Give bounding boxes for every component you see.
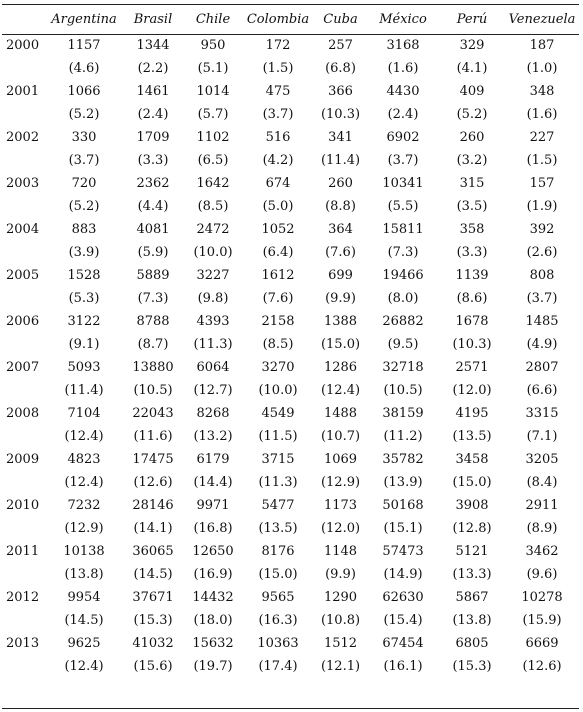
percent-cell: (10.3): [452, 336, 492, 352]
value-cell: 1286: [323, 359, 358, 375]
year-spacer-cell: [2, 102, 46, 126]
value-cell: 3458: [455, 451, 489, 467]
header-country: México: [379, 12, 427, 27]
percent-cell: (12.4): [64, 428, 104, 444]
percent-cell: (7.3): [137, 290, 169, 306]
value-cell: 22043: [132, 405, 174, 421]
percent-cell: (5.7): [197, 106, 229, 122]
value-cell: 17475: [132, 451, 174, 467]
value-cell: 5867: [455, 589, 489, 605]
table-row-percentages: [2, 194, 579, 218]
value-cell: 4430: [386, 83, 420, 99]
percent-cell: (12.0): [452, 382, 492, 398]
year-spacer-cell: [2, 56, 46, 80]
value-cell: 4081: [136, 221, 170, 237]
value-cell: 10341: [382, 175, 424, 191]
percent-cell: (10.8): [320, 612, 361, 628]
percent-cell: (12.8): [452, 520, 492, 536]
value-cell: 1488: [323, 405, 358, 421]
year-cell: 2012: [6, 589, 40, 605]
value-cell: 1148: [323, 543, 358, 559]
percent-cell: (15.3): [133, 612, 173, 628]
value-cell: 674: [265, 175, 291, 191]
table-row-values: [2, 264, 579, 286]
value-cell: 257: [328, 37, 353, 53]
value-cell: 5121: [455, 543, 489, 559]
percent-cell: (8.5): [262, 336, 294, 352]
value-cell: 3227: [196, 267, 230, 283]
value-cell: 1461: [136, 83, 170, 99]
value-cell: 2472: [196, 221, 230, 237]
value-cell: 12650: [192, 543, 234, 559]
percent-cell: (16.1): [383, 658, 423, 674]
percent-cell: (16.3): [258, 612, 298, 628]
header-country: Brasil: [133, 12, 173, 27]
value-cell: 227: [529, 129, 555, 145]
value-cell: 172: [265, 37, 291, 53]
percent-cell: (9.9): [325, 566, 356, 582]
value-cell: 32718: [382, 359, 424, 375]
percent-cell: (14.5): [133, 566, 173, 582]
value-cell: 883: [71, 221, 97, 237]
value-cell: 1528: [67, 267, 101, 283]
percent-cell: (1.9): [526, 198, 558, 214]
value-cell: 9971: [196, 497, 230, 513]
value-cell: 187: [529, 37, 555, 53]
value-cell: 8268: [196, 405, 230, 421]
value-cell: 15811: [382, 221, 424, 237]
percent-cell: (12.6): [522, 658, 562, 674]
percent-cell: (3.7): [68, 152, 100, 168]
value-cell: 1290: [323, 589, 358, 605]
percent-cell: (12.4): [64, 474, 104, 490]
percent-cell: (1.6): [387, 60, 419, 76]
percent-cell: (5.2): [456, 106, 488, 122]
percent-cell: (9.5): [387, 336, 419, 352]
value-cell: 1612: [261, 267, 295, 283]
value-cell: 3908: [455, 497, 489, 513]
year-spacer-cell: [2, 240, 46, 264]
percent-cell: (3.7): [262, 106, 294, 122]
percent-cell: (6.8): [325, 60, 356, 76]
percent-cell: (11.3): [193, 336, 233, 352]
value-cell: 5889: [136, 267, 170, 283]
value-cell: 6669: [525, 635, 559, 651]
percent-cell: (1.5): [526, 152, 558, 168]
percent-cell: (6.6): [526, 382, 558, 398]
value-cell: 19466: [382, 267, 424, 283]
percent-cell: (1.6): [526, 106, 558, 122]
percent-cell: (2.4): [137, 106, 169, 122]
value-cell: 2571: [455, 359, 489, 375]
percent-cell: (7.6): [262, 290, 294, 306]
percent-cell: (10.5): [133, 382, 173, 398]
percent-cell: (12.0): [320, 520, 361, 536]
value-cell: 1344: [136, 37, 170, 53]
table-row-percentages: [2, 562, 579, 586]
year-cell: 2004: [6, 221, 40, 237]
percent-cell: (3.3): [137, 152, 169, 168]
percent-cell: (15.0): [320, 336, 361, 352]
table-row-values: [2, 126, 579, 148]
value-cell: 5477: [261, 497, 295, 513]
year-spacer-cell: [2, 654, 46, 678]
value-cell: 475: [265, 83, 291, 99]
percent-cell: (13.8): [452, 612, 492, 628]
year-spacer-cell: [2, 194, 46, 218]
value-cell: 330: [71, 129, 97, 145]
percent-cell: (2.6): [526, 244, 558, 260]
value-cell: 1102: [196, 129, 230, 145]
percent-cell: (19.7): [193, 658, 233, 674]
value-cell: 10363: [257, 635, 299, 651]
percent-cell: (13.5): [258, 520, 298, 536]
percent-cell: (11.6): [133, 428, 173, 444]
table-header-row: [2, 5, 579, 34]
value-cell: 9565: [261, 589, 295, 605]
table-row-percentages: [2, 286, 579, 310]
year-cell: 2002: [6, 129, 40, 145]
percent-cell: (11.3): [258, 474, 298, 490]
header-country: Perú: [456, 12, 488, 27]
percent-cell: (5.3): [68, 290, 100, 306]
value-cell: 1139: [455, 267, 489, 283]
percent-cell: (15.6): [133, 658, 173, 674]
year-spacer-cell: [2, 148, 46, 172]
percent-cell: (2.2): [137, 60, 169, 76]
value-cell: 3168: [386, 37, 420, 53]
value-cell: 10278: [521, 589, 563, 605]
year-cell: 2013: [6, 635, 40, 651]
table-row-values: [2, 586, 579, 608]
value-cell: 2807: [525, 359, 559, 375]
value-cell: 1388: [323, 313, 358, 329]
value-cell: 392: [529, 221, 555, 237]
year-spacer-cell: [2, 516, 46, 540]
table-row-percentages: [2, 332, 579, 356]
value-cell: 67454: [382, 635, 424, 651]
percent-cell: (13.8): [64, 566, 104, 582]
table-row-percentages: [2, 240, 579, 264]
value-cell: 6902: [386, 129, 420, 145]
year-cell: 2000: [6, 37, 40, 53]
percent-cell: (13.9): [383, 474, 423, 490]
value-cell: 9625: [67, 635, 101, 651]
value-cell: 4393: [196, 313, 230, 329]
percent-cell: (13.5): [452, 428, 492, 444]
percent-cell: (13.3): [452, 566, 492, 582]
table-row-values: [2, 632, 579, 654]
percent-cell: (8.0): [387, 290, 419, 306]
percent-cell: (5.2): [68, 198, 100, 214]
value-cell: 1173: [323, 497, 358, 513]
percent-cell: (7.1): [526, 428, 558, 444]
percent-cell: (15.3): [452, 658, 492, 674]
table-row-values: [2, 448, 579, 470]
percent-cell: (10.0): [258, 382, 298, 398]
percent-cell: (10.0): [193, 244, 233, 260]
value-cell: 6805: [455, 635, 489, 651]
table-row-values: [2, 218, 579, 240]
percent-cell: (8.9): [526, 520, 558, 536]
value-cell: 41032: [132, 635, 174, 651]
percent-cell: (9.1): [68, 336, 100, 352]
value-cell: 4823: [67, 451, 101, 467]
header-country: Venezuela: [508, 12, 576, 27]
percent-cell: (4.2): [262, 152, 294, 168]
percent-cell: (3.7): [526, 290, 558, 306]
value-cell: 15632: [192, 635, 234, 651]
table-row-values: [2, 172, 579, 194]
table-row-values: [2, 34, 579, 56]
percent-cell: (4.9): [526, 336, 558, 352]
value-cell: 358: [459, 221, 485, 237]
percent-cell: (13.2): [193, 428, 233, 444]
value-cell: 1709: [136, 129, 170, 145]
percent-cell: (4.1): [456, 60, 488, 76]
table-row-values: [2, 80, 579, 102]
percent-cell: (11.2): [383, 428, 423, 444]
value-cell: 260: [459, 129, 485, 145]
percent-cell: (3.9): [68, 244, 100, 260]
percent-cell: (15.0): [258, 566, 298, 582]
percent-cell: (17.4): [258, 658, 298, 674]
table-row-percentages: [2, 378, 579, 402]
value-cell: 14432: [192, 589, 234, 605]
percent-cell: (12.7): [193, 382, 233, 398]
value-cell: 409: [459, 83, 485, 99]
value-cell: 38159: [382, 405, 424, 421]
table-row-percentages: [2, 424, 579, 448]
value-cell: 50168: [382, 497, 424, 513]
percent-cell: (5.5): [387, 198, 419, 214]
header-year: [2, 5, 46, 34]
percent-cell: (1.0): [526, 60, 558, 76]
percent-cell: (5.2): [68, 106, 100, 122]
value-cell: 37671: [132, 589, 174, 605]
value-cell: 516: [265, 129, 291, 145]
percent-cell: (3.3): [456, 244, 488, 260]
year-spacer-cell: [2, 424, 46, 448]
percent-cell: (15.9): [522, 612, 562, 628]
percent-cell: (11.4): [320, 152, 361, 168]
value-cell: 341: [328, 129, 353, 145]
table-row-values: [2, 310, 579, 332]
value-cell: 57473: [382, 543, 424, 559]
year-spacer-cell: [2, 470, 46, 494]
value-cell: 329: [459, 37, 485, 53]
value-cell: 28146: [132, 497, 174, 513]
year-cell: 2011: [6, 543, 40, 559]
percent-cell: (3.5): [456, 198, 488, 214]
table-row-percentages: [2, 654, 579, 678]
value-cell: 3205: [525, 451, 559, 467]
value-cell: 720: [71, 175, 97, 191]
table-row-percentages: [2, 102, 579, 126]
value-cell: 950: [200, 37, 226, 53]
value-cell: 366: [328, 83, 353, 99]
percent-cell: (12.1): [320, 658, 361, 674]
value-cell: 3315: [525, 405, 559, 421]
percent-cell: (18.0): [193, 612, 233, 628]
percent-cell: (15.0): [452, 474, 492, 490]
percent-cell: (12.4): [64, 658, 104, 674]
percent-cell: (6.4): [262, 244, 294, 260]
table-row-values: [2, 356, 579, 378]
percent-cell: (9.9): [325, 290, 356, 306]
percent-cell: (4.6): [68, 60, 100, 76]
percent-cell: (4.4): [137, 198, 169, 214]
year-spacer-cell: [2, 332, 46, 356]
value-cell: 8788: [136, 313, 170, 329]
table-body: [2, 34, 579, 678]
percent-cell: (8.7): [137, 336, 169, 352]
percent-cell: (15.1): [383, 520, 423, 536]
value-cell: 4549: [261, 405, 295, 421]
percent-cell: (12.6): [133, 474, 173, 490]
percent-cell: (3.2): [456, 152, 488, 168]
value-cell: 260: [328, 175, 353, 191]
value-cell: 26882: [382, 313, 424, 329]
year-spacer-cell: [2, 562, 46, 586]
value-cell: 315: [459, 175, 485, 191]
value-cell: 1678: [455, 313, 489, 329]
value-cell: 1052: [261, 221, 295, 237]
percent-cell: (8.5): [197, 198, 229, 214]
year-spacer-cell: [2, 608, 46, 632]
percent-cell: (6.5): [197, 152, 229, 168]
year-cell: 2010: [6, 497, 40, 513]
table-row-values: [2, 540, 579, 562]
percent-cell: (16.8): [193, 520, 233, 536]
year-spacer-cell: [2, 378, 46, 402]
percent-cell: (14.4): [193, 474, 233, 490]
percent-cell: (15.4): [383, 612, 423, 628]
percent-cell: (8.6): [456, 290, 488, 306]
percent-cell: (5.1): [197, 60, 229, 76]
value-cell: 3122: [67, 313, 101, 329]
table-row-percentages: [2, 470, 579, 494]
percent-cell: (7.6): [325, 244, 356, 260]
value-cell: 1157: [67, 37, 101, 53]
value-cell: 5093: [67, 359, 101, 375]
value-cell: 6179: [196, 451, 230, 467]
table-row-values: [2, 402, 579, 424]
year-cell: 2006: [6, 313, 40, 329]
percent-cell: (5.0): [262, 198, 294, 214]
value-cell: 2911: [525, 497, 559, 513]
year-cell: 2009: [6, 451, 40, 467]
value-cell: 1066: [67, 83, 101, 99]
percent-cell: (3.7): [387, 152, 419, 168]
value-cell: 2158: [261, 313, 295, 329]
percent-cell: (9.6): [526, 566, 558, 582]
percent-cell: (2.4): [387, 106, 419, 122]
value-cell: 9954: [67, 589, 101, 605]
year-cell: 2007: [6, 359, 40, 375]
value-cell: 7104: [67, 405, 101, 421]
percent-cell: (10.7): [320, 428, 361, 444]
year-cell: 2008: [6, 405, 40, 421]
header-country: Argentina: [51, 12, 117, 27]
value-cell: 7232: [67, 497, 101, 513]
value-cell: 1642: [196, 175, 230, 191]
percent-cell: (11.5): [258, 428, 298, 444]
value-cell: 364: [328, 221, 353, 237]
value-cell: 2362: [136, 175, 170, 191]
percent-cell: (10.3): [320, 106, 361, 122]
percent-cell: (8.8): [325, 198, 356, 214]
value-cell: 36065: [132, 543, 174, 559]
value-cell: 4195: [455, 405, 489, 421]
value-cell: 3270: [261, 359, 295, 375]
percent-cell: (14.5): [64, 612, 104, 628]
percent-cell: (9.8): [197, 290, 229, 306]
value-cell: 8176: [261, 543, 295, 559]
percent-cell: (8.4): [526, 474, 558, 490]
table-row-percentages: [2, 148, 579, 172]
percent-cell: (14.9): [383, 566, 423, 582]
percent-cell: (1.5): [262, 60, 294, 76]
value-cell: 348: [529, 83, 555, 99]
value-cell: 13880: [132, 359, 174, 375]
value-cell: 1512: [323, 635, 358, 651]
table-row-values: [2, 494, 579, 516]
header-country: Chile: [195, 12, 231, 27]
value-cell: 1069: [323, 451, 358, 467]
value-cell: 1014: [196, 83, 230, 99]
value-cell: 699: [328, 267, 353, 283]
table-row-percentages: [2, 56, 579, 80]
percent-cell: (11.4): [64, 382, 104, 398]
value-cell: 3715: [261, 451, 295, 467]
value-cell: 1485: [525, 313, 559, 329]
percent-cell: (16.9): [193, 566, 233, 582]
percent-cell: (12.9): [320, 474, 361, 490]
percent-cell: (12.4): [320, 382, 361, 398]
value-cell: 62630: [382, 589, 424, 605]
table-row-percentages: [2, 516, 579, 540]
percent-cell: (5.9): [137, 244, 169, 260]
percent-cell: (10.5): [383, 382, 423, 398]
value-cell: 808: [529, 267, 555, 283]
percent-cell: (7.3): [387, 244, 419, 260]
header-country: Colombia: [246, 12, 310, 27]
year-cell: 2003: [6, 175, 40, 191]
percent-cell: (14.1): [133, 520, 173, 536]
table-bottom-rule: [2, 708, 579, 709]
header-country: Cuba: [323, 12, 358, 27]
value-cell: 6064: [196, 359, 230, 375]
year-spacer-cell: [2, 286, 46, 310]
year-cell: 2005: [6, 267, 40, 283]
percent-cell: (12.9): [64, 520, 104, 536]
value-cell: 35782: [382, 451, 424, 467]
value-cell: 157: [529, 175, 555, 191]
table-row-percentages: [2, 608, 579, 632]
country-year-table: [2, 5, 579, 678]
year-cell: 2001: [6, 83, 40, 99]
value-cell: 10138: [63, 543, 105, 559]
value-cell: 3462: [525, 543, 559, 559]
